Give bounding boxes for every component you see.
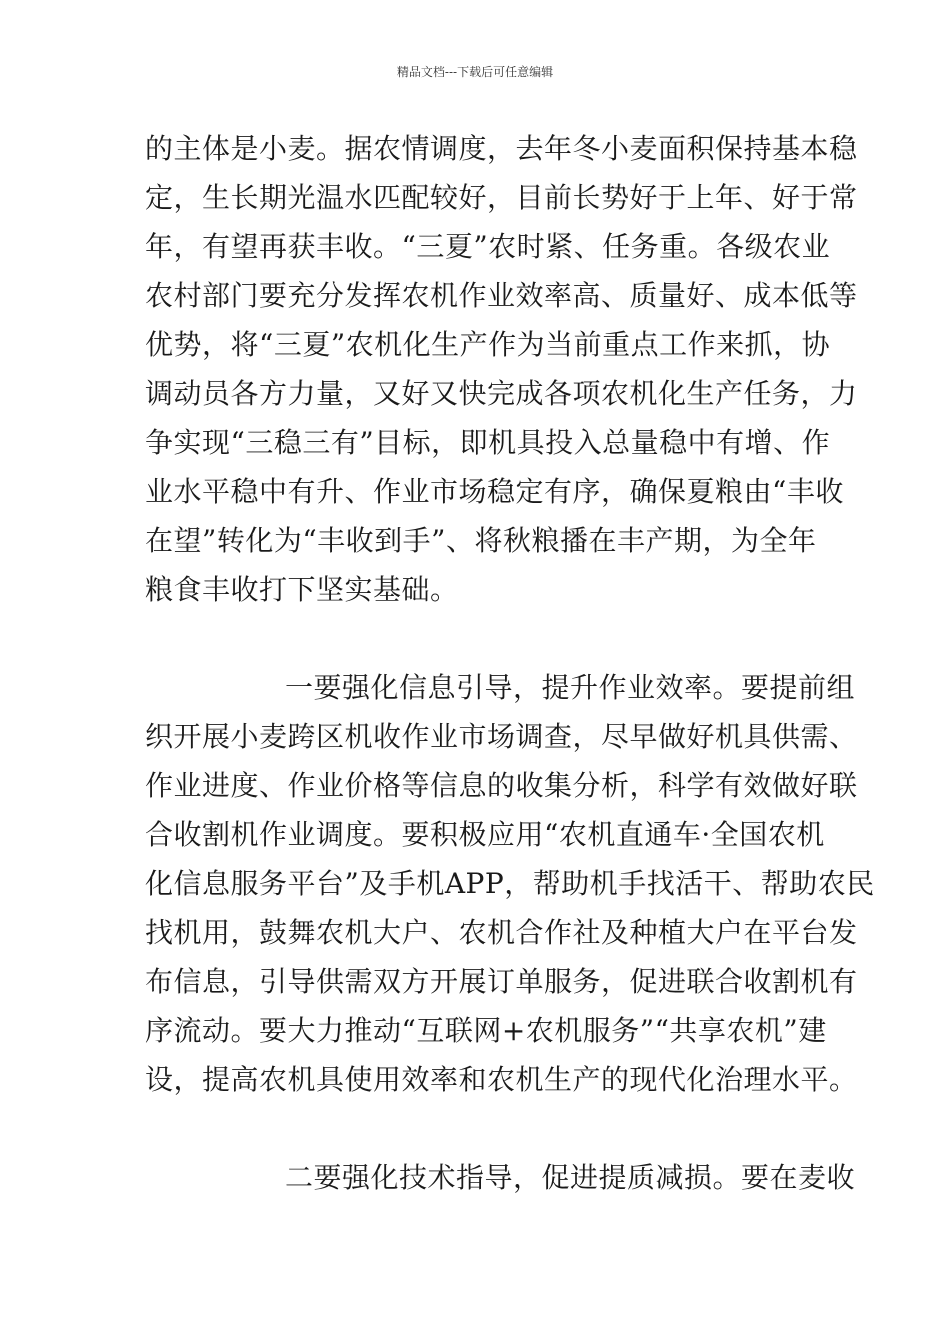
paragraph-line: 在望”转化为“丰收到手”、将秋粮播在丰产期，为全年	[145, 524, 817, 557]
paragraph-line: 作业进度、作业价格等信息的收集分析，科学有效做好联	[145, 769, 858, 802]
paragraph-line: 优势，将“三夏”农机化生产作为当前重点工作来抓，协	[145, 328, 831, 361]
page-header: 精品文档---下载后可任意编辑	[396, 65, 554, 79]
document-body	[145, 124, 875, 1202]
paragraph-1	[145, 124, 858, 614]
paragraph-line: 粮食丰收打下坚实基础。	[145, 573, 459, 606]
paragraph-line: 序流动。要大力推动“互联网+农机服务”“共享农机”建	[145, 1014, 827, 1047]
paragraph-line: 二要强化技术指导，促进提质减损。要在麦收	[285, 1161, 856, 1194]
paragraph-line: 争实现“三稳三有”目标，即机具投入总量稳中有增、作	[145, 426, 831, 459]
paragraph-line: 布信息，引导供需双方开展订单服务，促进联合收割机有	[145, 965, 858, 998]
paragraph-line: 织开展小麦跨区机收作业市场调查，尽早做好机具供需、	[145, 720, 858, 753]
paragraph-3	[145, 1153, 856, 1202]
paragraph-line: 设，提高农机具使用效率和农机生产的现代化治理水平。	[145, 1063, 858, 1096]
paragraph-line: 定，生长期光温水匹配较好，目前长势好于上年、好于常	[145, 181, 858, 214]
paragraph-line: 农村部门要充分发挥农机作业效率高、质量好、成本低等	[145, 279, 858, 312]
paragraph-line: 业水平稳中有升、作业市场稳定有序，确保夏粮由“丰收	[145, 475, 844, 508]
paragraph-line: 找机用，鼓舞农机大户、农机合作社及种植大户在平台发	[145, 916, 858, 949]
paragraph-line: 合收割机作业调度。要积极应用“农机直通车·全国农机	[145, 818, 825, 851]
paragraph-line: 的主体是小麦。据农情调度，去年冬小麦面积保持基本稳	[145, 132, 858, 165]
paragraph-line: 一要强化信息引导，提升作业效率。要提前组	[285, 671, 856, 704]
paragraph-spacer	[145, 1104, 807, 1153]
paragraph-line: 调动员各方力量，又好又快完成各项农机化生产任务，力	[145, 377, 858, 410]
paragraph-line: 年，有望再获丰收。“三夏”农时紧、任务重。各级农业	[145, 230, 831, 263]
paragraph-spacer	[145, 614, 807, 663]
paragraph-line: 化信息服务平台”及手机APP，帮助机手找活干、帮助农民	[145, 867, 875, 900]
paragraph-2	[145, 663, 875, 1104]
